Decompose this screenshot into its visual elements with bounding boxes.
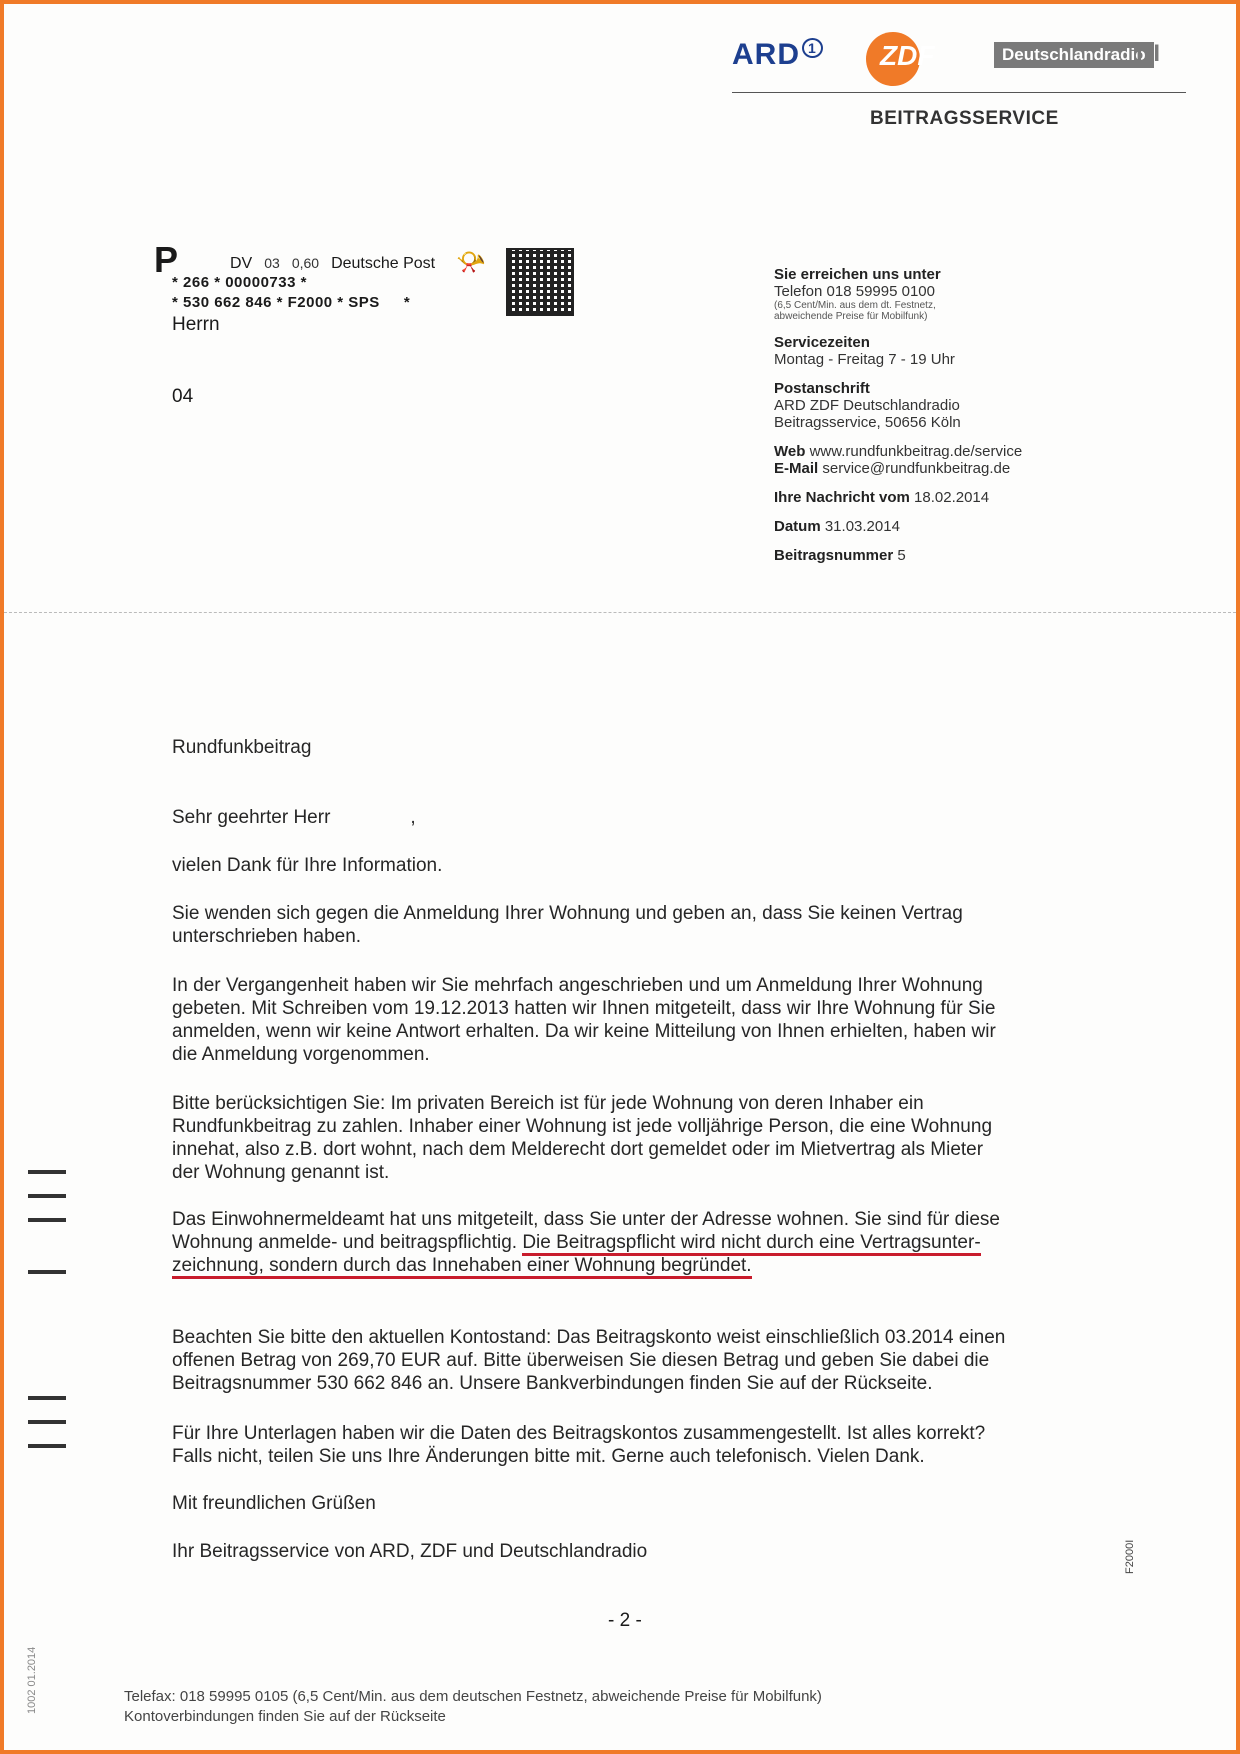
closing: Mit freundlichen Grüßen (172, 1493, 376, 1514)
margin-mark (28, 1396, 66, 1400)
margin-mark (28, 1218, 66, 1222)
ard-logo: ARD $^1$ (732, 38, 823, 72)
paragraph-2: Sie wenden sich gegen die Anmeldung Ihrer Wohnung und geben an, dass Sie keinen Vertrag unterschrieben haben. (172, 903, 963, 947)
postage-line: DV 03 0,60 Deutsche Post (230, 255, 436, 272)
highlighted-text-2: zeichnung, sondern durch das Innehaben einer Wohnung begründet. (172, 1255, 752, 1279)
zdf-logo: ZDF (880, 40, 935, 71)
margin-mark (28, 1194, 66, 1198)
paragraph-6: Beachten Sie bitte den aktuellen Kontostand: Das Beitragskonto weist einschließlich 03.2014 einen offenen Betrag von 269,70 EUR auf. Bitte überweisen Sie diesen Betrag und geben Sie dabei die Beitragsnummer 530 662 846 an. Unsere Bankverbindungen finden Sie auf der Rückseite. (172, 1327, 1006, 1394)
postage-code-2: * 530 662 846 * F2000 * SPS * (172, 294, 411, 311)
deutschlandradio-bars: III (1136, 40, 1163, 67)
form-code: 1002 01.2014 (26, 1646, 38, 1714)
margin-mark (28, 1170, 66, 1174)
paragraph-7: Für Ihre Unterlagen haben wir die Daten des Beitragskontos zusammengestellt. Ist alles korrekt? Falls nicht, teilen Sie uns Ihre Änderungen bitte mit. Gerne auch telefonisch. Vielen Dank. (172, 1423, 986, 1467)
footer-fax: Telefax: 018 59995 0105 (6,5 Cent/Min. aus dem deutschen Festnetz, abweichende Preise für Mobilfunk) (124, 1688, 822, 1705)
web-link[interactable]: www.rundfunkbeitrag.de/service (809, 443, 1023, 460)
postage-code-1: * 266 * 00000733 * (172, 274, 307, 291)
highlighted-text-1: Die Beitragspflicht wird nicht durch eine Vertragsunter- (522, 1232, 980, 1256)
footer-bank: Kontoverbindungen finden Sie auf der Rückseite (124, 1708, 446, 1725)
paragraph-5: Das Einwohnermeldeamt hat uns mitgeteilt, dass Sie unter der Adresse wohnen. Sie sind für diese Wohnung anmelde- und beitragspflichtig. Die Beitragspflicht wird nicht durch eine Vertragsunter- zeichnung, sondern durch das Innehaben einer Wohnung begründet. (172, 1208, 1092, 1277)
paragraph-4: Bitte berücksichtigen Sie: Im privaten Bereich ist für jede Wohnung von deren Inhaber ein Rundfunkbeitrag zu zahlen. Inhaber einer Wohnung ist jede volljährige Person, die eine Wohnung innehat, also z.B. dort wohnt, nach dem Melderecht dort gemeldet oder im Mietvertrag als Mieter der Wohnung genannt ist. (172, 1093, 993, 1183)
subject: Rundfunkbeitrag (172, 737, 312, 758)
deutschlandradio-logo: Deutschlandradio (994, 42, 1154, 68)
paragraph-1: vielen Dank für Ihre Information. (172, 855, 443, 876)
postage-p-mark: P (154, 239, 179, 280)
header-divider (732, 92, 1186, 93)
post-horn-icon: 📯 (456, 249, 486, 276)
recipient-postal-code: 04 (172, 386, 194, 407)
greeting: Sehr geehrter Herr , (172, 807, 416, 828)
service-title: BEITRAGSSERVICE (870, 108, 1059, 129)
email-link[interactable]: service@rundfunkbeitrag.de (822, 460, 1011, 477)
signature: Ihr Beitragsservice von ARD, ZDF und Deutschlandradio (172, 1541, 648, 1562)
paragraph-3: In der Vergangenheit haben wir Sie mehrfach angeschrieben und um Anmeldung Ihrer Wohnung gebeten. Mit Schreiben vom 19.12.2013 hatten wir Ihnen mitgeteilt, dass wir Ihre Wohnung für Sie anmelden, wenn wir keine Antwort erhalten. Da wir keine Mitteilung von Ihnen erhielten, haben wir die Anmeldung vorgenommen. (172, 975, 996, 1065)
contact-block: Sie erreichen uns unter Telefon 018 59995 0100 (6,5 Cent/Min. aus dem dt. Festnetz, abweichende Preise für Mobilfunk) Servicezeiten Montag - Freitag 7 - 19 Uhr Postanschrift ARD ZDF Deutschlandradio Beitragsservice, 50656 Köln Web www.rundfunkbeitrag.de/service E-Mail service@rundfunkbeitrag.de Ihre Nachricht vom 18.02.2014 Datum 31.03.2014 Beitragsnummer 5 (774, 266, 1023, 564)
recipient-salutation: Herrn (172, 314, 220, 335)
margin-mark (28, 1420, 66, 1424)
page-number: - 2 - (608, 1610, 642, 1631)
margin-mark (28, 1444, 66, 1448)
fold-line (4, 612, 1236, 613)
qr-code-icon (506, 248, 574, 316)
margin-mark (28, 1270, 66, 1274)
side-code: F2000I (1124, 1539, 1136, 1574)
